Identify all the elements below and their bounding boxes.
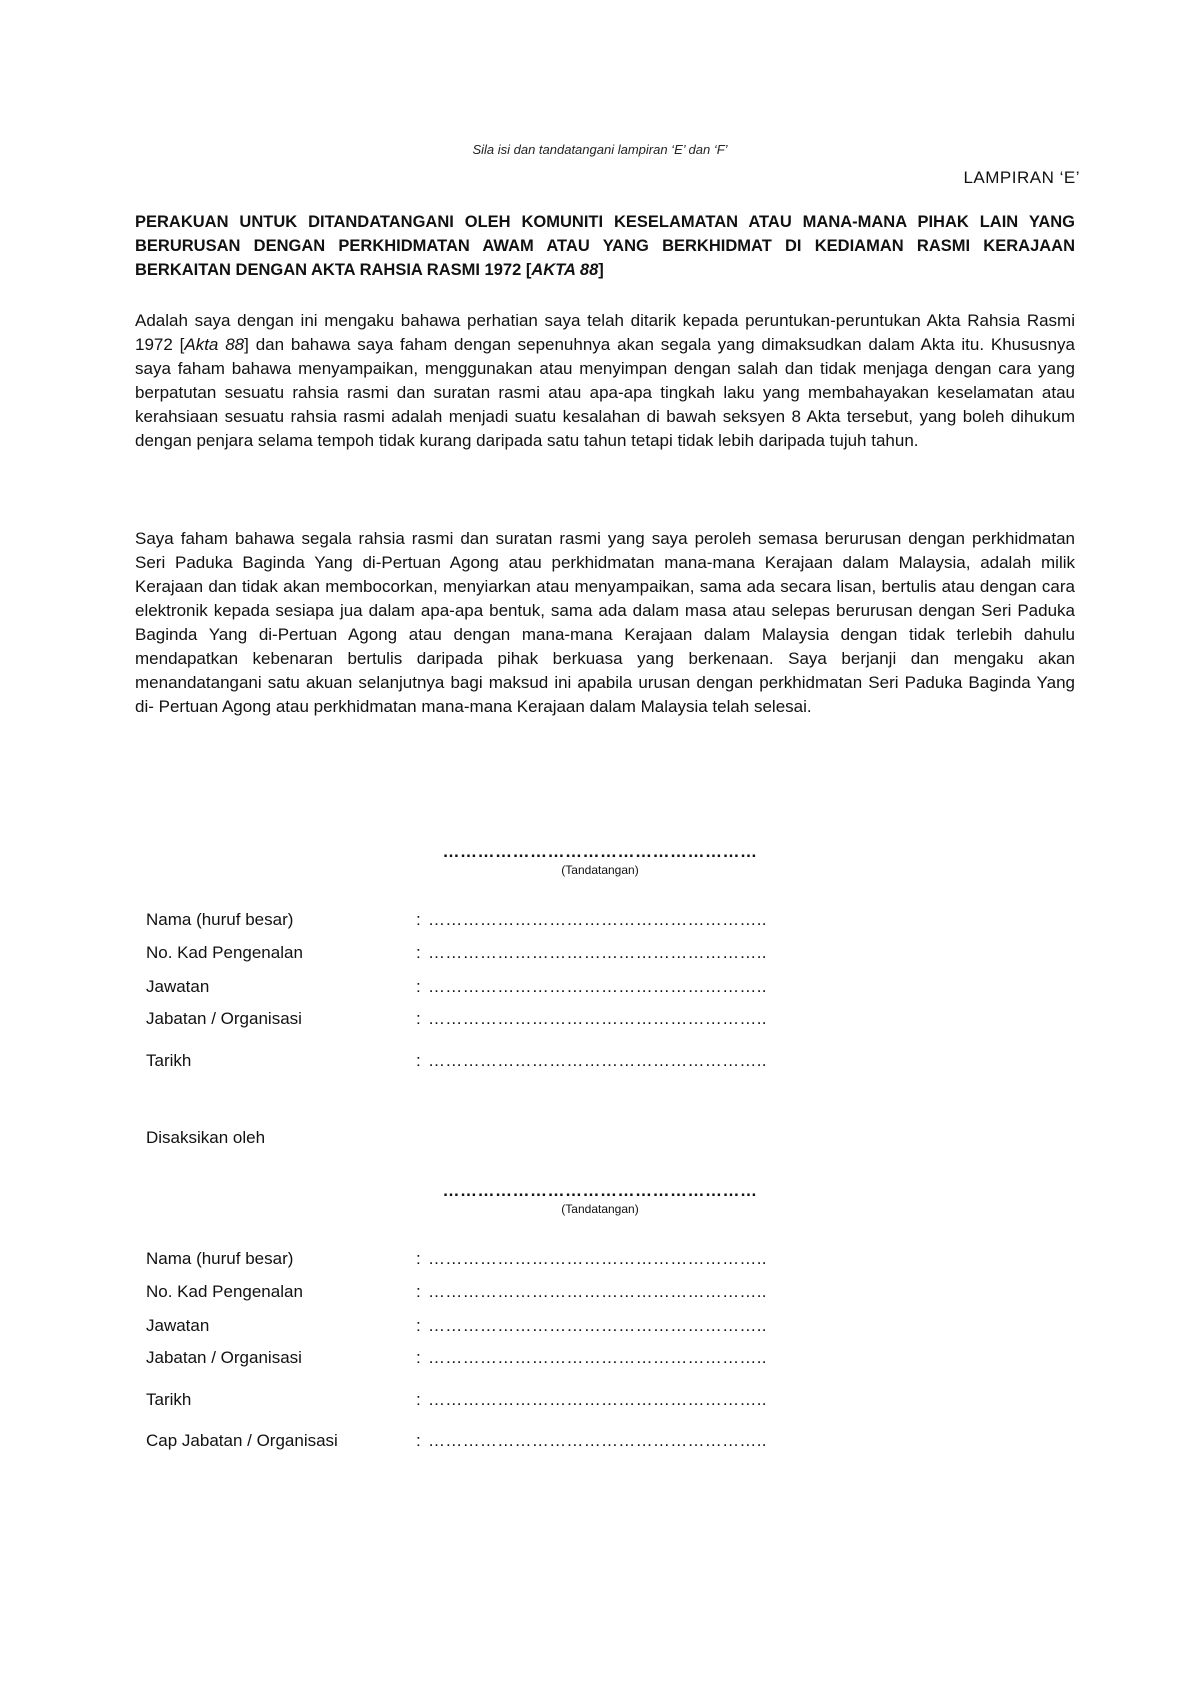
field-fill-line[interactable]: ………………………………………………….. xyxy=(428,1348,767,1367)
field-fill-line[interactable]: ………………………………………………….. xyxy=(428,1249,767,1268)
field-colon: : xyxy=(416,1249,421,1268)
declarant-field-name xyxy=(146,910,1046,934)
title-end: ] xyxy=(598,261,604,279)
title-text: PERAKUAN UNTUK DITANDATANGANI OLEH KOMUNITI KESELAMATAN ATAU MANA-MANA PIHAK LAIN YANG BERURUSAN DENGAN PERKHIDMATAN AWAM ATAU YANG BERKHIDMAT DI KEDIAMAN RASMI KERAJAAN BERKAITAN DENGAN AKTA RAHSIA RASMI 1972 [ xyxy=(135,213,1075,279)
paragraph-1-italic: Akta 88 xyxy=(184,335,245,354)
field-label: Tarikh xyxy=(146,1051,192,1070)
witness-field-date xyxy=(146,1390,1046,1414)
field-label: Jabatan / Organisasi xyxy=(146,1009,302,1028)
field-colon: : xyxy=(416,1051,421,1070)
field-colon: : xyxy=(416,1316,421,1335)
field-colon: : xyxy=(416,1348,421,1367)
declarant-signature-block xyxy=(0,842,1200,877)
field-fill-line[interactable]: ………………………………………………….. xyxy=(428,943,767,962)
paragraph-2: Saya faham bahawa segala rahsia rasmi dan suratan rasmi yang saya peroleh semasa berurusan dengan perkhidmatan Seri Paduka Baginda Yang di-Pertuan Agong atau perkhidmatan mana-mana Kerajaan dalam Malaysia, adalah milik Kerajaan dan tidak akan membocorkan, menyiarkan atau menyampaikan, sama ada secara lisan, bertulis atau dengan cara elektronik kepada sesiapa jua dalam apa-apa bentuk, sama ada dalam masa atau selepas berurusan dengan Seri Paduka Baginda Yang di-Pertuan Agong atau dengan mana-mana Kerajaan dalam Malaysia dengan tidak terlebih dahulu mendapatkan kebenaran bertulis daripada pihak berkuasa yang berkenaan. Saya berjanji dan mengaku akan menandatangani satu akuan selanjutnya bagi maksud ini apabila urusan dengan perkhidmatan Seri Paduka Baginda Yang di- Pertuan Agong atau perkhidmatan mana-mana Kerajaan dalam Malaysia telah selesai. xyxy=(135,529,1075,716)
signature-caption: (Tandatangan) xyxy=(561,1202,639,1216)
field-colon: : xyxy=(416,1390,421,1409)
witness-field-ic xyxy=(146,1282,1046,1306)
document-title xyxy=(135,210,1075,282)
instruction-note: Sila isi dan tandatangani lampiran ‘E’ dan ‘F’ xyxy=(472,142,728,157)
field-fill-line[interactable]: ………………………………………………….. xyxy=(428,977,767,996)
field-label: Jabatan / Organisasi xyxy=(146,1348,302,1367)
witness-label: Disaksikan oleh xyxy=(146,1128,266,1147)
witness-field-department xyxy=(146,1348,1046,1372)
declarant-field-ic xyxy=(146,943,1046,967)
field-label: No. Kad Pengenalan xyxy=(146,943,303,962)
field-colon: : xyxy=(416,977,421,996)
witness-field-stamp xyxy=(146,1431,1046,1455)
field-colon: : xyxy=(416,1009,421,1028)
field-label: Nama (huruf besar) xyxy=(146,910,294,929)
field-colon: : xyxy=(416,1282,421,1301)
field-fill-line[interactable]: ………………………………………………….. xyxy=(428,1051,767,1070)
paragraph-1 xyxy=(135,309,1075,453)
field-label: Jawatan xyxy=(146,1316,210,1335)
field-label: Cap Jabatan / Organisasi xyxy=(146,1431,338,1450)
field-label: Tarikh xyxy=(146,1390,192,1409)
field-fill-line[interactable]: ………………………………………………….. xyxy=(428,1316,767,1335)
signature-line[interactable]: ……………………………………………… xyxy=(442,1181,758,1200)
field-fill-line[interactable]: ………………………………………………….. xyxy=(428,1431,767,1450)
appendix-label: LAMPIRAN ‘E’ xyxy=(963,168,1080,187)
witness-signature-block xyxy=(0,1181,1200,1216)
field-label: No. Kad Pengenalan xyxy=(146,1282,303,1301)
signature-line[interactable]: ……………………………………………… xyxy=(442,842,758,861)
field-label: Jawatan xyxy=(146,977,210,996)
declarant-field-position xyxy=(146,977,1046,1001)
field-colon: : xyxy=(416,943,421,962)
paragraph-1-end: ] dan bahawa saya faham dengan sepenuhnya akan segala yang dimaksudkan dalam Akta itu. Khususnya saya faham bahawa menyampaikan, menggunakan atau menyimpan dengan salah dan tidak menjaga dengan cara yang berpatutan sesuatu rahsia rasmi dan suratan rasmi atau apa-apa tingkah laku yang membahayakan keselamatan atau kerahsiaan sesuatu rahsia rasmi adalah menjadi suatu kesalahan di bawah seksyen 8 Akta tersebut, yang boleh dihukum dengan penjara selama tempoh tidak kurang daripada satu tahun tetapi tidak lebih daripada tujuh tahun. xyxy=(135,335,1076,450)
field-label: Nama (huruf besar) xyxy=(146,1249,294,1268)
field-colon: : xyxy=(416,1431,421,1450)
field-colon: : xyxy=(416,910,421,929)
field-fill-line[interactable]: ………………………………………………….. xyxy=(428,910,767,929)
field-fill-line[interactable]: ………………………………………………….. xyxy=(428,1009,767,1028)
witness-field-position xyxy=(146,1316,1046,1340)
title-italic: AKTA 88 xyxy=(531,261,599,279)
field-fill-line[interactable]: ………………………………………………….. xyxy=(428,1282,767,1301)
declarant-field-date xyxy=(146,1051,1046,1075)
witness-field-name xyxy=(146,1249,1046,1273)
signature-caption: (Tandatangan) xyxy=(561,863,639,877)
field-fill-line[interactable]: ………………………………………………….. xyxy=(428,1390,767,1409)
declarant-field-department xyxy=(146,1009,1046,1033)
paragraph-1-start: Adalah saya dengan ini mengaku bahawa perhatian saya telah ditarik kepada peruntukan-peruntukan Akta Rahsia Rasmi 1972 [ xyxy=(135,311,1075,354)
